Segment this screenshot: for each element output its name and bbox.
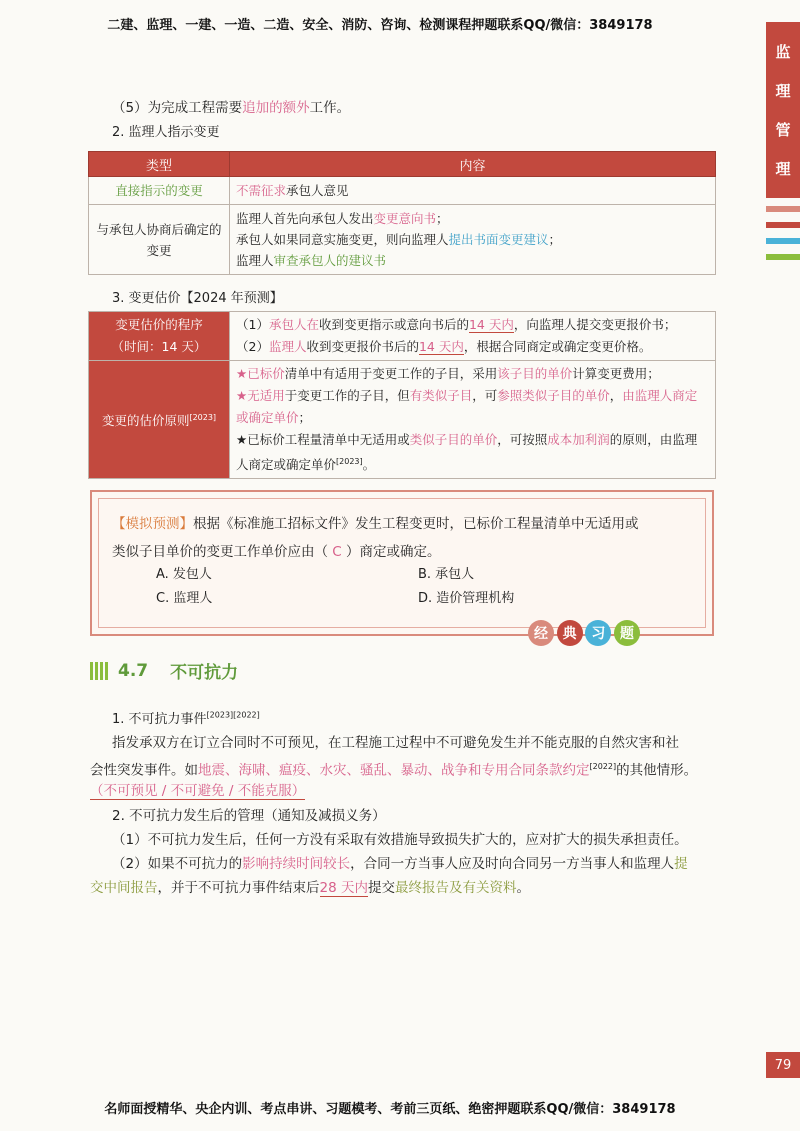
- page-header: 二建、监理、一建、一造、二造、安全、消防、咨询、检测课程押题联系QQ/微信：3849178: [107, 18, 653, 33]
- s2-para-3: 交中间报告，并于不可抗力事件结束后28 天内提交最终报告及有关资料。: [90, 880, 530, 896]
- heading-bars-icon: [90, 662, 108, 680]
- row-label: 直接指示的变更: [89, 177, 230, 205]
- chapter-side-tab: [766, 22, 800, 198]
- row-content: （1）承包人在收到变更指示或意向书后的14 天内，向监理人提交变更报价书； （2）监理人收到变更报价书后的14 天内，根据合同商定或确定变更价格。: [230, 312, 716, 361]
- s2-para-1: （1）不可抗力发生后，任何一方没有采取有效措施导致损失扩大的，应对扩大的损失承担责任。: [112, 832, 688, 848]
- side-tab-char: 监: [775, 43, 791, 61]
- decor-stripe: [766, 206, 800, 212]
- row-label: 变更的估价原则[2023]: [89, 361, 230, 479]
- section-title-2: 2. 监理人指示变更: [112, 125, 220, 140]
- row-content: ★已标价清单中有适用于变更工作的子目，采用该子目的单价计算变更费用； ★无适用于变更工作的子目，但有类似子目，可参照类似子目的单价，由监理人商定或确定单价； ★已标价工程量清单中无适用或类似子目的单价，可按照成本加利润的原则，由监理人商定或确定单价[2023]。: [230, 361, 716, 479]
- decor-stripe: [766, 238, 800, 244]
- s2-para-2: （2）如果不可抗力的影响持续时间较长，合同一方当事人应及时向合同另一方当事人和监理人提: [112, 856, 688, 872]
- table-header: 类型: [89, 152, 230, 177]
- side-tab-char: 理: [775, 82, 791, 100]
- decor-stripe: [766, 222, 800, 228]
- option-a: A. 发包人: [156, 567, 212, 582]
- row-label: 与承包人协商后确定的变更: [89, 205, 230, 275]
- row-content: 不需征求承包人意见: [230, 177, 716, 205]
- section-title-3: 3. 变更估价【2024 年预测】: [112, 291, 283, 306]
- s1-para-line2: 会性突发事件。如地震、海啸、瘟疫、水灾、骚乱、暴动、战争和专用合同条款约定[2022]的其他情形。: [90, 762, 698, 779]
- s1-para-line1: 指发承双方在订立合同时不可预见，在工程施工过程中不可避免发生并不能克服的自然灾害和社: [112, 735, 679, 751]
- s1-title: 1. 不可抗力事件[2023][2022]: [112, 710, 260, 727]
- exercise-stem-line2: 类似子目单价的变更工作单价应由（ C ）商定或确定。: [112, 544, 441, 560]
- exercise-stem-line1: 【模拟预测】根据《标准施工招标文件》发生工程变更时，已标价工程量清单中无适用或: [112, 516, 639, 532]
- table-header: 内容: [230, 152, 716, 177]
- page-number: 79: [766, 1052, 800, 1078]
- side-tab-char: 理: [775, 160, 791, 178]
- s1-note: （不可预见 / 不可避免 / 不能克服）: [90, 783, 306, 799]
- decor-stripe: [766, 254, 800, 260]
- option-c: C. 监理人: [156, 591, 213, 606]
- change-type-table: [88, 151, 716, 275]
- s2-title: 2. 不可抗力发生后的管理（通知及减损义务）: [112, 808, 386, 824]
- page-footer: 名师面授精华、央企内训、考点串讲、习题模考、考前三页纸、绝密押题联系QQ/微信：3849178: [104, 1102, 676, 1117]
- exercise-answer: C: [328, 544, 347, 560]
- row-content: 监理人首先向承包人发出变更意向书； 承包人如果同意实施变更，则向监理人提出书面变更建议； 监理人审查承包人的建议书: [230, 205, 716, 275]
- valuation-table: [88, 311, 716, 479]
- option-b: B. 承包人: [418, 567, 475, 582]
- classic-exercise-badge: 经 典 习 题: [528, 620, 640, 646]
- side-tab-char: 管: [775, 121, 791, 139]
- section-heading-4-7: 4.7 不可抗力: [90, 658, 238, 683]
- item-5: （5）为完成工程需要追加的额外工作。: [112, 100, 351, 116]
- row-label: 变更估价的程序 （时间：14 天）: [89, 312, 230, 361]
- option-d: D. 造价管理机构: [418, 591, 515, 606]
